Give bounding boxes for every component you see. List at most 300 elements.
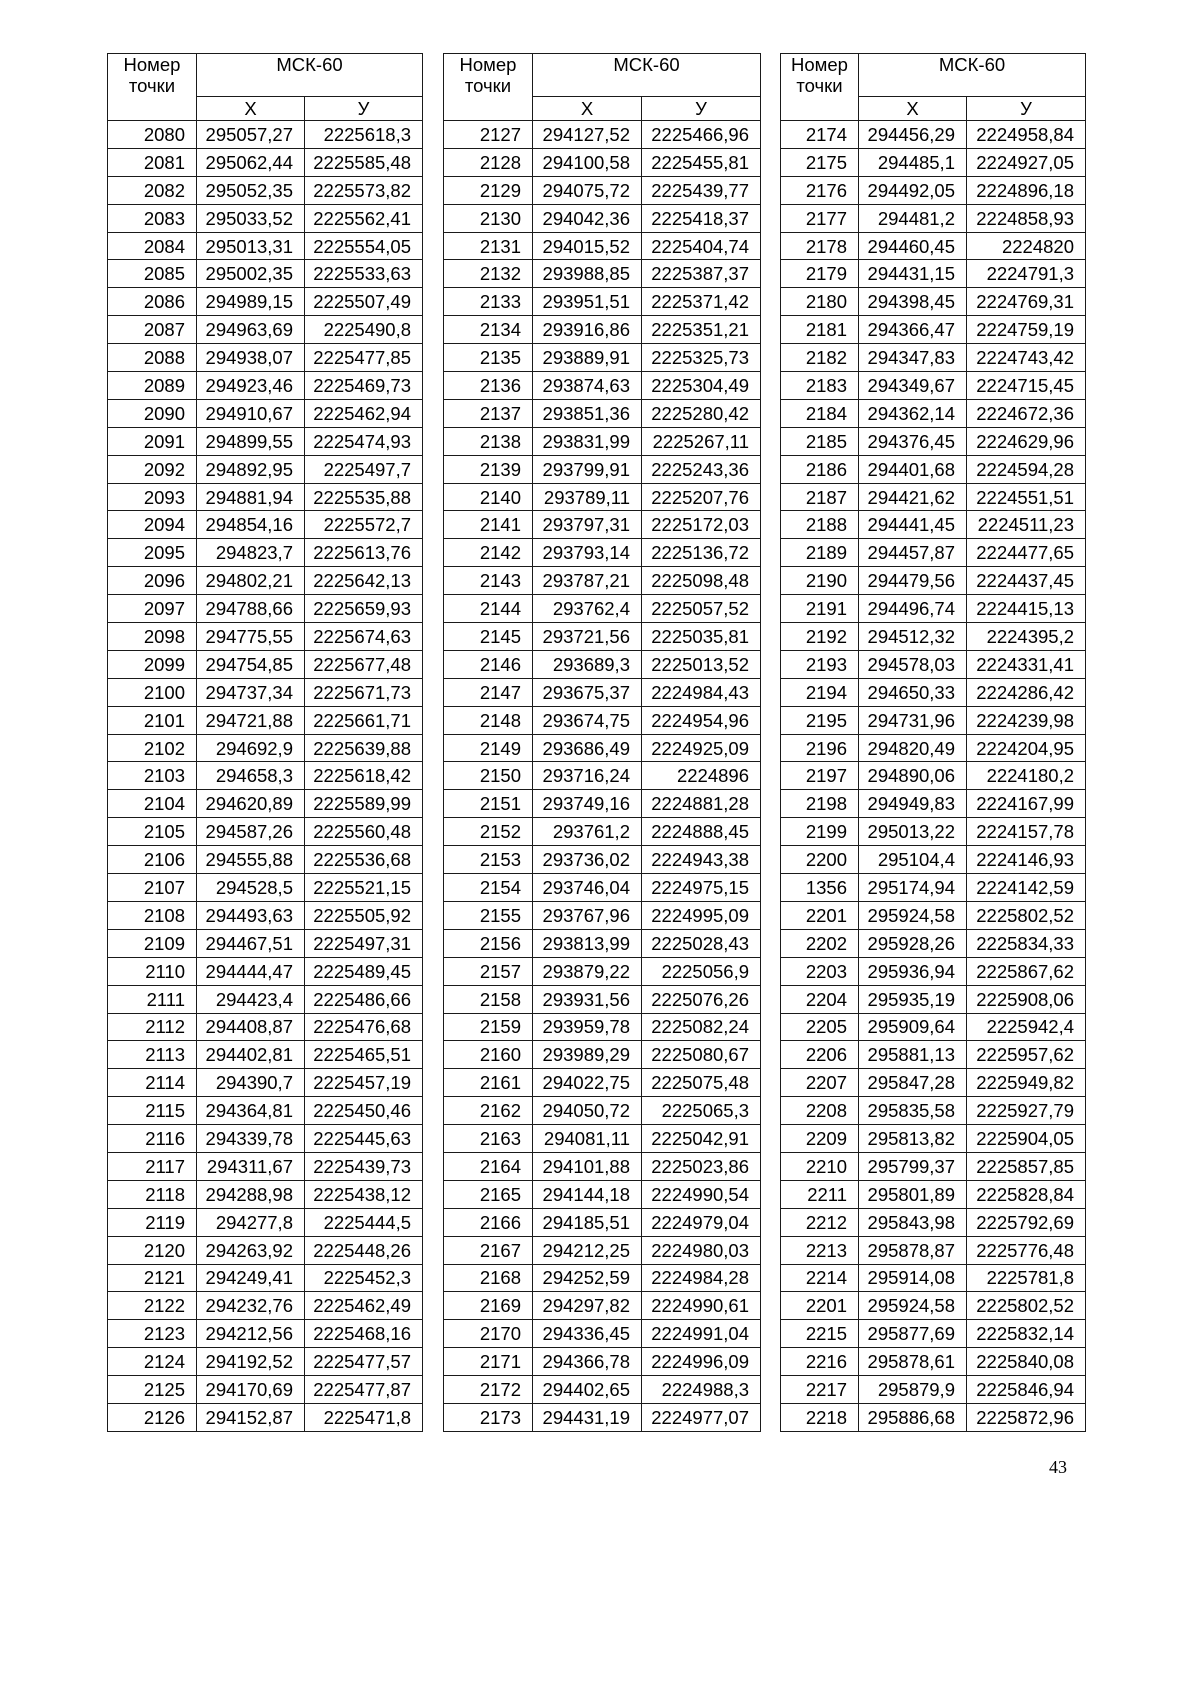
y-coordinate-cell: 2225404,74	[642, 232, 761, 260]
x-coordinate-cell: 294963,69	[197, 316, 305, 344]
table-row	[781, 1348, 1086, 1376]
table-row	[444, 1292, 761, 1320]
point-number-cell: 2161	[444, 1069, 533, 1097]
table-row	[108, 148, 423, 176]
table-row	[781, 372, 1086, 400]
x-coordinate-cell: 293761,2	[533, 818, 642, 846]
table-row	[108, 790, 423, 818]
point-number-cell: 2160	[444, 1041, 533, 1069]
point-number-cell: 2091	[108, 427, 197, 455]
point-number-cell: 2092	[108, 455, 197, 483]
table-row	[108, 734, 423, 762]
table-row	[781, 762, 1086, 790]
table-row	[781, 539, 1086, 567]
point-number-cell: 2218	[781, 1403, 859, 1431]
y-coordinate-cell: 2224988,3	[642, 1376, 761, 1404]
y-coordinate-cell: 2224286,42	[967, 678, 1086, 706]
point-number-cell: 2171	[444, 1348, 533, 1376]
point-number-cell: 2117	[108, 1152, 197, 1180]
table-row	[108, 1013, 423, 1041]
x-coordinate-cell: 294192,52	[197, 1348, 305, 1376]
point-number-cell: 2143	[444, 567, 533, 595]
table-row	[444, 344, 761, 372]
y-coordinate-cell: 2225469,73	[305, 372, 423, 400]
y-coordinate-cell: 2224437,45	[967, 567, 1086, 595]
x-coordinate-cell: 294423,4	[197, 985, 305, 1013]
y-coordinate-cell: 2225136,72	[642, 539, 761, 567]
y-coordinate-cell: 2224984,43	[642, 678, 761, 706]
table-row	[781, 957, 1086, 985]
x-coordinate-cell: 294349,67	[859, 372, 967, 400]
point-number-cell: 2145	[444, 623, 533, 651]
y-coordinate-cell: 2225477,87	[305, 1376, 423, 1404]
point-number-cell: 2212	[781, 1208, 859, 1236]
table-row	[444, 1403, 761, 1431]
y-coordinate-cell: 2225445,63	[305, 1125, 423, 1153]
x-coordinate-cell: 295174,94	[859, 874, 967, 902]
point-number-cell: 2119	[108, 1208, 197, 1236]
y-coordinate-cell: 2225957,62	[967, 1041, 1086, 1069]
x-coordinate-cell: 293689,3	[533, 650, 642, 678]
point-number-cell: 2182	[781, 344, 859, 372]
y-coordinate-cell: 2225418,37	[642, 204, 761, 232]
x-coordinate-cell: 294311,67	[197, 1152, 305, 1180]
y-coordinate-cell: 2224629,96	[967, 427, 1086, 455]
x-coordinate-cell: 294441,45	[859, 511, 967, 539]
y-coordinate-cell: 2225872,96	[967, 1403, 1086, 1431]
y-coordinate-cell: 2225677,48	[305, 650, 423, 678]
y-coordinate-cell: 2225505,92	[305, 901, 423, 929]
x-coordinate-cell: 294493,63	[197, 901, 305, 929]
table-row	[444, 1348, 761, 1376]
point-number-cell: 2158	[444, 985, 533, 1013]
table-row	[781, 511, 1086, 539]
x-coordinate-cell: 294721,88	[197, 706, 305, 734]
point-number-cell: 2169	[444, 1292, 533, 1320]
y-coordinate-cell: 2224239,98	[967, 706, 1086, 734]
point-number-cell: 2177	[781, 204, 859, 232]
x-coordinate-cell: 294212,25	[533, 1236, 642, 1264]
y-coordinate-cell: 2225371,42	[642, 288, 761, 316]
table-row	[444, 734, 761, 762]
y-coordinate-cell: 2224395,2	[967, 623, 1086, 651]
table-row	[444, 427, 761, 455]
point-number-cell: 2087	[108, 316, 197, 344]
table-row	[781, 1403, 1086, 1431]
y-coordinate-cell: 2225013,52	[642, 650, 761, 678]
table-row	[108, 176, 423, 204]
y-coordinate-cell: 2224925,09	[642, 734, 761, 762]
point-number-cell: 2150	[444, 762, 533, 790]
y-coordinate-cell: 2225674,63	[305, 623, 423, 651]
x-coordinate-cell: 294336,45	[533, 1320, 642, 1348]
table-row	[444, 232, 761, 260]
point-number-cell: 2206	[781, 1041, 859, 1069]
x-coordinate-cell: 293799,91	[533, 455, 642, 483]
x-coordinate-cell: 294398,45	[859, 288, 967, 316]
y-coordinate-cell: 2225280,42	[642, 399, 761, 427]
x-coordinate-cell: 294456,29	[859, 121, 967, 149]
table-row	[108, 1152, 423, 1180]
table-row	[444, 288, 761, 316]
x-coordinate-cell: 295104,4	[859, 846, 967, 874]
point-number-cell: 2084	[108, 232, 197, 260]
point-number-cell: 2167	[444, 1236, 533, 1264]
y-coordinate-cell: 2224672,36	[967, 399, 1086, 427]
x-coordinate-cell: 294408,87	[197, 1013, 305, 1041]
table-row	[108, 1069, 423, 1097]
y-coordinate-cell: 2225267,11	[642, 427, 761, 455]
y-coordinate-cell: 2225076,26	[642, 985, 761, 1013]
x-coordinate-cell: 294949,83	[859, 790, 967, 818]
table-row	[108, 1180, 423, 1208]
y-coordinate-cell: 2225802,52	[967, 901, 1086, 929]
y-coordinate-cell: 2224743,42	[967, 344, 1086, 372]
point-number-cell: 2125	[108, 1376, 197, 1404]
y-coordinate-cell: 2224477,65	[967, 539, 1086, 567]
x-coordinate-cell: 295052,35	[197, 176, 305, 204]
point-number-cell: 2216	[781, 1348, 859, 1376]
table-row	[781, 1097, 1086, 1125]
table-row	[444, 483, 761, 511]
x-coordinate-cell: 294366,47	[859, 316, 967, 344]
coordinates-table-2	[443, 53, 761, 1432]
table-row	[108, 1208, 423, 1236]
y-coordinate-cell: 2225507,49	[305, 288, 423, 316]
x-coordinate-cell: 294390,7	[197, 1069, 305, 1097]
y-coordinate-cell: 2225452,3	[305, 1264, 423, 1292]
y-coordinate-cell: 2224979,04	[642, 1208, 761, 1236]
point-number-cell: 2209	[781, 1125, 859, 1153]
y-coordinate-cell: 2225489,45	[305, 957, 423, 985]
x-coordinate-cell: 294754,85	[197, 650, 305, 678]
point-number-cell: 2215	[781, 1320, 859, 1348]
x-coordinate-cell: 295886,68	[859, 1403, 967, 1431]
table-row	[108, 399, 423, 427]
point-number-cell: 2121	[108, 1264, 197, 1292]
x-coordinate-cell: 295877,69	[859, 1320, 967, 1348]
table-header	[444, 54, 761, 121]
x-coordinate-cell: 294421,62	[859, 483, 967, 511]
point-number-cell: 2105	[108, 818, 197, 846]
table-row	[781, 678, 1086, 706]
x-coordinate-cell: 294731,96	[859, 706, 967, 734]
table-row	[781, 1292, 1086, 1320]
y-coordinate-cell: 2225035,81	[642, 623, 761, 651]
y-coordinate-cell: 2224927,05	[967, 148, 1086, 176]
table-row	[781, 650, 1086, 678]
point-number-cell: 2203	[781, 957, 859, 985]
point-number-cell: 2199	[781, 818, 859, 846]
table-row	[444, 455, 761, 483]
y-coordinate-cell: 2224990,54	[642, 1180, 761, 1208]
y-coordinate-cell: 2225908,06	[967, 985, 1086, 1013]
x-coordinate-cell: 294555,88	[197, 846, 305, 874]
table-row	[781, 1152, 1086, 1180]
y-coordinate-cell: 2224142,59	[967, 874, 1086, 902]
point-number-cell: 2164	[444, 1152, 533, 1180]
point-number-cell: 2131	[444, 232, 533, 260]
y-column-header: У	[305, 97, 423, 121]
x-coordinate-cell: 294431,15	[859, 260, 967, 288]
x-coordinate-cell: 294788,66	[197, 595, 305, 623]
y-coordinate-cell: 2225832,14	[967, 1320, 1086, 1348]
y-coordinate-cell: 2224157,78	[967, 818, 1086, 846]
point-number-cell: 2127	[444, 121, 533, 149]
y-coordinate-cell: 2224769,31	[967, 288, 1086, 316]
table-row	[108, 650, 423, 678]
table-row	[444, 1264, 761, 1292]
x-coordinate-cell: 294022,75	[533, 1069, 642, 1097]
point-number-cell: 2147	[444, 678, 533, 706]
y-coordinate-cell: 2225028,43	[642, 929, 761, 957]
x-coordinate-cell: 294802,21	[197, 567, 305, 595]
x-coordinate-cell: 295924,58	[859, 901, 967, 929]
point-number-cell: 2148	[444, 706, 533, 734]
point-number-cell: 2217	[781, 1376, 859, 1404]
table-row	[108, 121, 423, 149]
y-coordinate-cell: 2225465,51	[305, 1041, 423, 1069]
y-coordinate-cell: 2225927,79	[967, 1097, 1086, 1125]
table-row	[108, 957, 423, 985]
point-number-cell: 2166	[444, 1208, 533, 1236]
point-number-cell: 2178	[781, 232, 859, 260]
table-row	[781, 232, 1086, 260]
table-row	[444, 176, 761, 204]
table-row	[108, 595, 423, 623]
point-number-cell: 2184	[781, 399, 859, 427]
x-coordinate-cell: 294339,78	[197, 1125, 305, 1153]
table-row	[444, 957, 761, 985]
table-row	[444, 929, 761, 957]
table-row	[108, 846, 423, 874]
table-row	[444, 985, 761, 1013]
point-number-cell: 2137	[444, 399, 533, 427]
y-coordinate-cell: 2225462,49	[305, 1292, 423, 1320]
table-row	[108, 706, 423, 734]
point-number-cell: 2110	[108, 957, 197, 985]
point-number-cell: 2126	[108, 1403, 197, 1431]
y-coordinate-cell: 2225661,71	[305, 706, 423, 734]
y-coordinate-cell: 2224881,28	[642, 790, 761, 818]
y-coordinate-cell: 2225536,68	[305, 846, 423, 874]
point-number-cell: 2135	[444, 344, 533, 372]
point-number-cell: 2114	[108, 1069, 197, 1097]
point-number-header: Номер точки	[781, 54, 859, 121]
y-coordinate-cell: 2225490,8	[305, 316, 423, 344]
point-number-cell: 2195	[781, 706, 859, 734]
x-coordinate-cell: 294401,68	[859, 455, 967, 483]
x-coordinate-cell: 295914,08	[859, 1264, 967, 1292]
x-coordinate-cell: 294528,5	[197, 874, 305, 902]
table-row	[444, 650, 761, 678]
y-coordinate-cell: 2225243,36	[642, 455, 761, 483]
x-coordinate-cell: 295835,58	[859, 1097, 967, 1125]
table-row	[108, 1097, 423, 1125]
y-coordinate-cell: 2225457,19	[305, 1069, 423, 1097]
x-coordinate-cell: 293959,78	[533, 1013, 642, 1041]
x-coordinate-cell: 293889,91	[533, 344, 642, 372]
table-row	[108, 623, 423, 651]
table-row	[781, 929, 1086, 957]
y-coordinate-cell: 2225776,48	[967, 1236, 1086, 1264]
x-coordinate-cell: 295799,37	[859, 1152, 967, 1180]
point-number-cell: 2170	[444, 1320, 533, 1348]
point-number-cell: 2141	[444, 511, 533, 539]
point-number-cell: 2175	[781, 148, 859, 176]
table-row	[781, 595, 1086, 623]
point-number-cell: 2186	[781, 455, 859, 483]
point-number-cell: 2168	[444, 1264, 533, 1292]
x-coordinate-cell: 293721,56	[533, 623, 642, 651]
point-number-cell: 2134	[444, 316, 533, 344]
table-row	[108, 204, 423, 232]
y-coordinate-cell: 2225573,82	[305, 176, 423, 204]
table-row	[781, 1264, 1086, 1292]
x-coordinate-cell: 294485,1	[859, 148, 967, 176]
y-coordinate-cell: 2225444,5	[305, 1208, 423, 1236]
table-row	[108, 1376, 423, 1404]
point-number-cell: 2194	[781, 678, 859, 706]
x-coordinate-cell: 295847,28	[859, 1069, 967, 1097]
x-coordinate-cell: 295843,98	[859, 1208, 967, 1236]
x-coordinate-cell: 294892,95	[197, 455, 305, 483]
table-row	[108, 455, 423, 483]
y-coordinate-cell: 2225562,41	[305, 204, 423, 232]
y-coordinate-cell: 2224980,03	[642, 1236, 761, 1264]
x-coordinate-cell: 294938,07	[197, 344, 305, 372]
table-row	[444, 1180, 761, 1208]
header-row	[781, 54, 1086, 97]
point-number-cell: 2142	[444, 539, 533, 567]
point-number-cell: 2188	[781, 511, 859, 539]
x-coordinate-cell: 294890,06	[859, 762, 967, 790]
y-coordinate-cell: 2225207,76	[642, 483, 761, 511]
table-header	[108, 54, 423, 121]
x-coordinate-cell: 293851,36	[533, 399, 642, 427]
x-coordinate-cell: 294366,78	[533, 1348, 642, 1376]
point-number-header: Номер точки	[108, 54, 197, 121]
table-row	[108, 1348, 423, 1376]
y-coordinate-cell: 2225474,93	[305, 427, 423, 455]
x-coordinate-cell: 295013,22	[859, 818, 967, 846]
table-row	[781, 1236, 1086, 1264]
table-row	[108, 901, 423, 929]
point-number-cell: 2124	[108, 1348, 197, 1376]
x-coordinate-cell: 293797,31	[533, 511, 642, 539]
point-number-cell: 2163	[444, 1125, 533, 1153]
y-coordinate-cell: 2225589,99	[305, 790, 423, 818]
x-coordinate-cell: 294923,46	[197, 372, 305, 400]
x-coordinate-cell: 294620,89	[197, 790, 305, 818]
point-number-cell: 2154	[444, 874, 533, 902]
x-coordinate-cell: 294578,03	[859, 650, 967, 678]
point-number-cell: 2106	[108, 846, 197, 874]
point-number-cell: 2108	[108, 901, 197, 929]
x-coordinate-cell: 295813,82	[859, 1125, 967, 1153]
point-number-cell: 2089	[108, 372, 197, 400]
x-coordinate-cell: 294185,51	[533, 1208, 642, 1236]
table-row	[444, 790, 761, 818]
point-number-cell: 2086	[108, 288, 197, 316]
y-coordinate-cell: 2225462,94	[305, 399, 423, 427]
x-coordinate-cell: 293787,21	[533, 567, 642, 595]
point-number-cell: 2172	[444, 1376, 533, 1404]
x-coordinate-cell: 293989,29	[533, 1041, 642, 1069]
x-coordinate-cell: 294431,19	[533, 1403, 642, 1431]
x-coordinate-cell: 294081,11	[533, 1125, 642, 1153]
page-number: 43	[1049, 1457, 1067, 1477]
table-row	[108, 1125, 423, 1153]
x-coordinate-cell: 294100,58	[533, 148, 642, 176]
x-coordinate-cell: 294854,16	[197, 511, 305, 539]
table-row	[444, 121, 761, 149]
coordinate-system-header: МСК-60	[197, 54, 423, 97]
y-coordinate-cell: 2224990,61	[642, 1292, 761, 1320]
y-coordinate-cell: 2225535,88	[305, 483, 423, 511]
table-row	[444, 316, 761, 344]
y-coordinate-cell: 2225042,91	[642, 1125, 761, 1153]
point-number-cell: 2140	[444, 483, 533, 511]
x-coordinate-cell: 295928,26	[859, 929, 967, 957]
x-coordinate-cell: 294457,87	[859, 539, 967, 567]
table-row	[781, 1041, 1086, 1069]
x-coordinate-cell: 293767,96	[533, 901, 642, 929]
table-row	[781, 901, 1086, 929]
x-coordinate-cell: 295013,31	[197, 232, 305, 260]
x-coordinate-cell: 295879,9	[859, 1376, 967, 1404]
point-number-cell: 2112	[108, 1013, 197, 1041]
point-number-cell: 2156	[444, 929, 533, 957]
point-number-cell: 2187	[781, 483, 859, 511]
x-coordinate-cell: 293789,11	[533, 483, 642, 511]
point-number-cell: 2107	[108, 874, 197, 902]
y-coordinate-cell: 2225671,73	[305, 678, 423, 706]
y-coordinate-cell: 2225846,94	[967, 1376, 1086, 1404]
x-column-header: Х	[197, 97, 305, 121]
coordinate-system-header: МСК-60	[533, 54, 761, 97]
y-coordinate-cell: 2224180,2	[967, 762, 1086, 790]
x-coordinate-cell: 294376,45	[859, 427, 967, 455]
x-coordinate-cell: 294252,59	[533, 1264, 642, 1292]
y-coordinate-cell: 2225486,66	[305, 985, 423, 1013]
point-number-cell: 2146	[444, 650, 533, 678]
x-coordinate-cell: 294042,36	[533, 204, 642, 232]
table-row	[444, 762, 761, 790]
point-number-cell: 2120	[108, 1236, 197, 1264]
x-coordinate-cell: 294820,49	[859, 734, 967, 762]
x-coordinate-cell: 294249,41	[197, 1264, 305, 1292]
table-row	[444, 1013, 761, 1041]
x-column-header: Х	[859, 97, 967, 121]
point-number-cell: 2136	[444, 372, 533, 400]
table-row	[781, 344, 1086, 372]
point-number-cell: 2085	[108, 260, 197, 288]
x-coordinate-cell: 293749,16	[533, 790, 642, 818]
point-number-cell: 2213	[781, 1236, 859, 1264]
x-coordinate-cell: 293879,22	[533, 957, 642, 985]
table-row	[781, 567, 1086, 595]
y-coordinate-cell: 2225857,85	[967, 1152, 1086, 1180]
table-row	[108, 1236, 423, 1264]
table-row	[781, 623, 1086, 651]
y-coordinate-cell: 2225439,77	[642, 176, 761, 204]
x-coordinate-cell: 293736,02	[533, 846, 642, 874]
table-row	[108, 344, 423, 372]
table-row	[108, 511, 423, 539]
point-number-cell: 2094	[108, 511, 197, 539]
x-column-header: Х	[533, 97, 642, 121]
